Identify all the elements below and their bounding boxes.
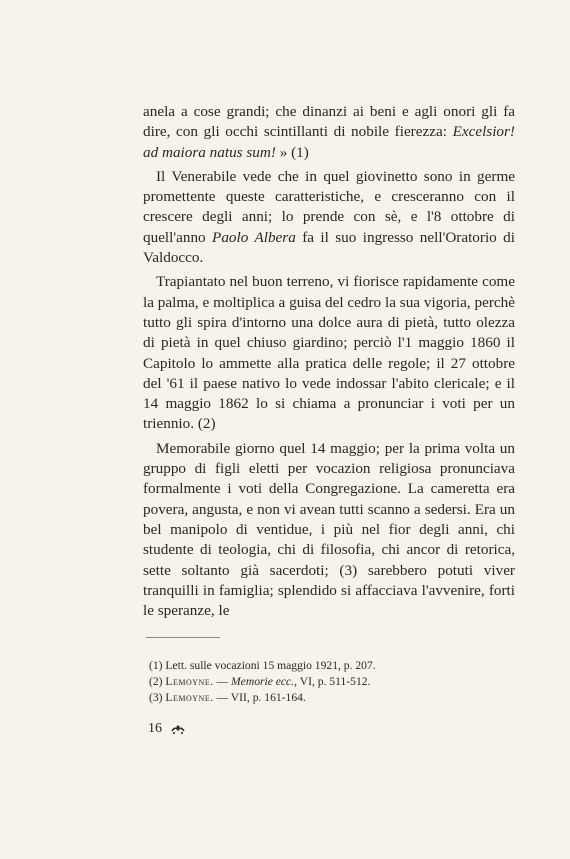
footnote-2-number: (2): [149, 675, 166, 688]
paragraph-1: [143, 102, 515, 163]
paragraph-4: Memorabile giorno quel 14 maggio; per la prima volta un gruppo di figli eletti per vocazion religiosa pronunciava formalmente i voti della Congregazione. La cameretta era povera, angusta, e non vi avean tutti scanno a sedersi. Era un bel manipolo di ventidue, i più nel fior degli anni, chi studente di teologia, chi di filosofia, chi ancor di retorica, sette soltanto già sacerdoti; (3) sarebbero potuti viver tranquilli in famiglia; splendido si affacciava l'avvenire, forti le speranze, le: [143, 439, 515, 620]
footnote-2-author: Lemoyne.: [165, 675, 214, 688]
footnote-3-number: (3): [149, 691, 166, 704]
person-name: Paolo Albera: [212, 228, 296, 246]
footnote-2-ref: VI, p. 511-512.: [297, 675, 371, 688]
paragraph-2-text: Il Venerabile vede che in quel giovinetto sono in germe promettente queste caratteristiche, e cresceranno con il crescere degli anni; lo prende con sè, e l'8 ottobre di quell'anno: [143, 167, 515, 246]
footnote-2-title: Memorie ecc.,: [231, 675, 298, 688]
page-footer: [148, 721, 186, 737]
footnote-3-ref: — VII, p. 161-164.: [213, 691, 306, 704]
latin-quote: Excelsior! ad maiora natus sum!: [143, 123, 515, 161]
footnote-ref-1: » (1): [275, 143, 309, 161]
footnote-1: (1) Lett. sulle vocazioni 15 maggio 1921, p. 207.: [149, 659, 376, 672]
ornament-icon: [170, 723, 186, 735]
paragraph-2: [143, 167, 515, 268]
page-number: 16: [148, 721, 162, 736]
footnote-3-author: Lemoyne.: [165, 691, 214, 704]
paragraph-3: Trapiantato nel buon terreno, vi fiorisce rapidamente come la palma, e moltiplica a guisa del cedro la sua vigoria, perchè tutto gli spira d'intorno una dolce aura di pietà, tutto olezza di pietà in quel chiuso giardino; perciò l'1 maggio 1860 il Capitolo lo ammette alla pratica delle regole; il 27 ottobre del '61 il paese nativo lo vede indossar l'abito clericale; e il 14 maggio 1862 lo si chiama a pronunciar i voti per un triennio. (2): [143, 273, 515, 433]
footnote-divider: [146, 637, 220, 638]
footnote-3: [149, 690, 449, 706]
footnote-2: [149, 674, 449, 690]
paragraph-2-text-end: fa il suo ingresso nell'Oratorio di Valdocco.: [143, 228, 515, 267]
footnote-2-dash: —: [213, 675, 232, 688]
paragraph-1-text: anela a cose grandi; che dinanzi ai beni e agli onori gli fa dire, con gli occhi scintillanti di nobile fierezza:: [143, 103, 515, 141]
footnotes: [149, 658, 449, 706]
body-text: [143, 102, 515, 621]
